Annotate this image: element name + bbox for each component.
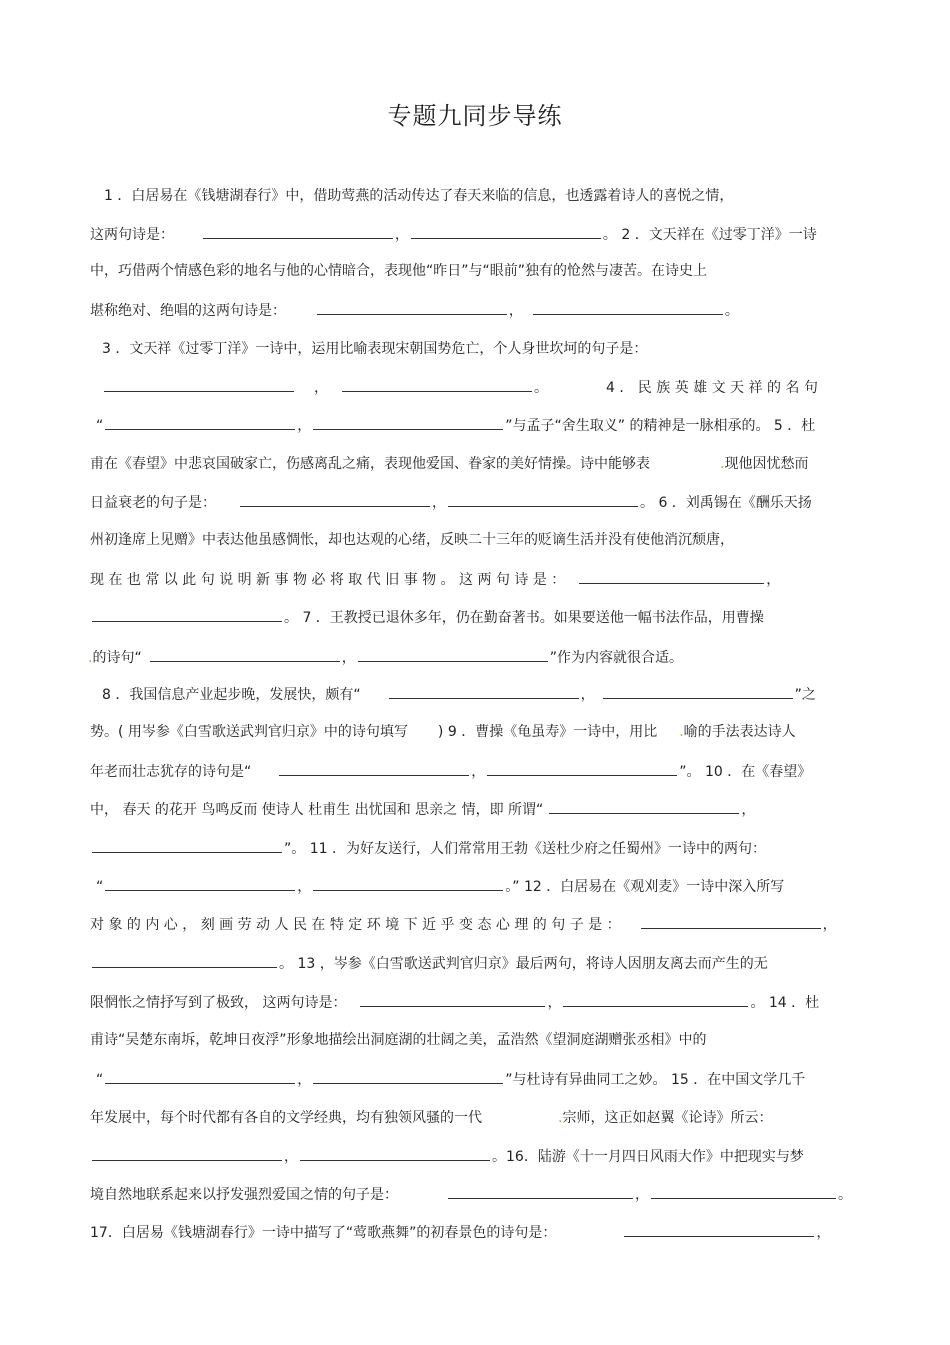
answer-blank[interactable] [549, 797, 739, 814]
question-1-answer-line [90, 222, 870, 246]
text: “ [96, 879, 104, 895]
text: 堪称绝对、绝唱的这两句诗是： [90, 303, 286, 319]
text: 。 [838, 1187, 852, 1203]
text: ”之 [794, 687, 816, 703]
mark: . [720, 456, 725, 472]
answer-blank[interactable] [150, 645, 340, 662]
separator: ， [432, 495, 446, 511]
separator: ， [822, 917, 837, 933]
text: 3 ．文天祥《过零丁洋》一诗中，运用比喻表现宋朝国势危亡，个人身世坎坷的句子是： [102, 341, 648, 357]
answer-blank[interactable] [313, 1067, 503, 1084]
text: 州初逢席上见赠》中表达他虽感惆怅，却也达观的心绪，反映二十三年的贬谪生活并没有使他消沉颓唐， [90, 532, 734, 548]
question-14-text [90, 1028, 870, 1052]
text: 甫诗“吴楚东南坼，乾坤日夜浮”形象地描绘出洞庭湖的壮阔之美，孟浩然《望洞庭湖赠张丞相》中的 [90, 1032, 707, 1048]
question-6-text [90, 528, 870, 552]
question-15-answer-line [90, 1144, 870, 1168]
question-4-answer-line [96, 413, 870, 437]
answer-blank[interactable] [92, 836, 282, 853]
question-9-answer-line [90, 759, 870, 783]
text: 8 ．我国信息产业起步晚，发展快，颇有“ [102, 687, 361, 703]
text: ”。 11 ．为好友送行，人们常常用王勃《送杜少府之任蜀州》一诗中的两句： [284, 841, 766, 857]
answer-blank[interactable] [448, 1182, 633, 1199]
text: 年老而壮志犹存的诗句是“ [90, 764, 252, 780]
answer-blank[interactable] [104, 375, 294, 392]
text: 对 象 的 内 心 ， 刻 画 劳 动 人 民 在 特 定 环 境 下 近 乎 变 态 心 理 的 句 子 是 ： [90, 917, 621, 933]
question-7-text [90, 605, 870, 629]
answer-blank[interactable] [313, 874, 503, 891]
answer-blank[interactable] [533, 298, 723, 315]
text: 。 13 ，岑参《白雪歌送武判官归京》最后两句，将诗人因朋友离去而产生的无 [279, 956, 768, 972]
answer-blank[interactable] [313, 413, 503, 430]
answer-blank[interactable] [651, 1182, 836, 1199]
separator: ， [580, 687, 595, 703]
question-7-answer-line [88, 645, 870, 669]
question-9-text [90, 720, 870, 744]
text: 甫在《春望》中悲哀国破家亡，伤感离乱之痛，表现他爱国、眷家的美好情操。诗中能够表 [90, 456, 650, 472]
question-17-text [90, 1220, 870, 1244]
text: 。” 12 ．白居易在《观刈麦》一诗中深入所写 [505, 879, 785, 895]
text: 。16．陆游《十一月四日风雨大作》中把现实与梦 [492, 1149, 804, 1165]
text: 现 在 也 常 以 此 句 说 明 新 事 物 必 将 取 代 旧 事 物 。 这 两 句 诗 是 ： [90, 572, 566, 588]
text: 年发展中，每个时代都有各自的文学经典，均有独领风骚的一代 [90, 1110, 482, 1126]
separator: ， [297, 418, 312, 434]
question-2-answer-line [90, 298, 870, 322]
answer-blank[interactable] [579, 567, 764, 584]
text: 中， 春天 的花开 鸟鸣反而 使诗人 杜甫生 出忧国和 思亲之 情，即 所谓“ [90, 802, 544, 818]
text: 势。( 用岑参《白雪歌送武判官归京》中的诗句填写 [90, 724, 408, 740]
answer-blank[interactable] [487, 759, 677, 776]
mark: . [679, 724, 684, 740]
question-8-answer-line [102, 682, 870, 706]
answer-blank[interactable] [92, 605, 282, 622]
separator: ， [816, 1225, 831, 1241]
text: 宗师，这正如赵翼《论诗》所云： [562, 1110, 773, 1126]
answer-blank[interactable] [389, 682, 579, 699]
text: 境自然地联系起来以抒发强烈爱国之情的句子是： [90, 1187, 398, 1203]
text: 。 [534, 380, 548, 396]
separator: ， [471, 764, 486, 780]
text: 现他因忧愁而 [724, 456, 809, 472]
question-13-text [90, 951, 870, 975]
text: ”与杜诗有异曲同工之妙。 15 ．在中国文学几千 [505, 1072, 806, 1088]
text: 17．白居易《钱塘湖春行》一诗中描写了“莺歌燕舞”的初春景色的诗句是： [90, 1225, 557, 1241]
question-10-text [90, 797, 870, 821]
answer-blank[interactable] [92, 951, 277, 968]
text: 中，巧借两个情感色彩的地名与他的心情暗合，表现他“昨日”与“眼前”独有的怆然与凄苦。在诗史上 [90, 263, 708, 279]
question-3-answer-line [102, 375, 870, 399]
separator: ， [635, 1187, 649, 1203]
text: “ [96, 1072, 104, 1088]
answer-blank[interactable] [105, 1067, 295, 1084]
text: ) 9 ．曹操《龟虽寿》一诗中，用比 [437, 724, 658, 740]
separator: ， [297, 879, 312, 895]
answer-blank[interactable] [603, 682, 793, 699]
separator: ， [297, 1072, 312, 1088]
separator: ， [394, 227, 409, 243]
answer-blank[interactable] [105, 413, 295, 430]
answer-blank[interactable] [358, 645, 548, 662]
text: 。 14 ．杜 [750, 995, 820, 1011]
text: 。 [724, 303, 739, 319]
mark: . [558, 1110, 563, 1126]
answer-blank[interactable] [317, 298, 507, 315]
question-6-answer-line [90, 567, 870, 591]
text: 。 2 ．文天祥在《过零丁洋》一诗 [602, 227, 817, 243]
answer-blank[interactable] [360, 990, 545, 1007]
question-3-text [102, 337, 870, 361]
separator: ， [341, 650, 356, 666]
separator: ， [508, 303, 523, 319]
answer-blank[interactable] [641, 912, 821, 929]
mark: . [88, 650, 93, 666]
text: 。 6 ．刘禹锡在《酬乐天扬 [640, 495, 812, 511]
answer-blank[interactable] [300, 1144, 490, 1161]
question-12-answer-line [90, 912, 870, 936]
question-1-text [104, 184, 870, 208]
answer-blank[interactable] [624, 1220, 814, 1237]
question-15-text [90, 1106, 870, 1130]
answer-blank[interactable] [279, 759, 469, 776]
text: 日益衰老的句子是： [90, 495, 216, 511]
text: ”作为内容就很合适。 [549, 650, 683, 666]
separator: ， [741, 802, 756, 818]
answer-blank[interactable] [563, 990, 748, 1007]
answer-blank[interactable] [240, 490, 430, 507]
answer-blank[interactable] [448, 490, 638, 507]
question-2-text [90, 259, 870, 283]
text: 这两句诗是： [90, 227, 174, 243]
text: 的诗句“ [92, 650, 142, 666]
separator: ， [284, 1149, 298, 1165]
text: 限惘怅之情抒写到了极致， 这两句诗是： [90, 995, 347, 1011]
question-16-answer-line [90, 1182, 870, 1206]
separator: ， [547, 995, 562, 1011]
answer-blank[interactable] [411, 222, 601, 239]
separator: ， [766, 572, 781, 588]
text: 1 ．白居易在《钱塘湖春行》中，借助莺燕的活动传达了春天来临的信息，也透露着诗人的喜悦之情， [104, 188, 734, 204]
text: ”与孟子“舍生取义” 的精神是一脉相承的。 5 ．杜 [505, 418, 816, 434]
text: “ [96, 418, 104, 434]
page-title: 专题九同步导练 [387, 102, 563, 130]
answer-blank[interactable] [92, 1144, 282, 1161]
answer-blank[interactable] [203, 222, 393, 239]
separator: ， [314, 380, 328, 396]
text: ”。 10 ．在《春望》 [679, 764, 812, 780]
question-11-text [90, 836, 870, 860]
question-14-answer-line [96, 1067, 870, 1091]
question-5-text [90, 452, 870, 476]
question-5-answer-line [90, 490, 870, 514]
text: 4 ． 民 族 英 雄 文 天 祥 的 名 句 [606, 380, 818, 396]
question-13-answer-line [90, 990, 870, 1014]
question-11-answer-line [96, 874, 870, 898]
text: 喻的手法表达诗人 [683, 724, 796, 740]
text: 。 7 ．王教授已退休多年，仍在勤奋著书。如果要送他一幅书法作品，用曹操 [284, 610, 764, 626]
answer-blank[interactable] [105, 874, 295, 891]
answer-blank[interactable] [342, 375, 532, 392]
